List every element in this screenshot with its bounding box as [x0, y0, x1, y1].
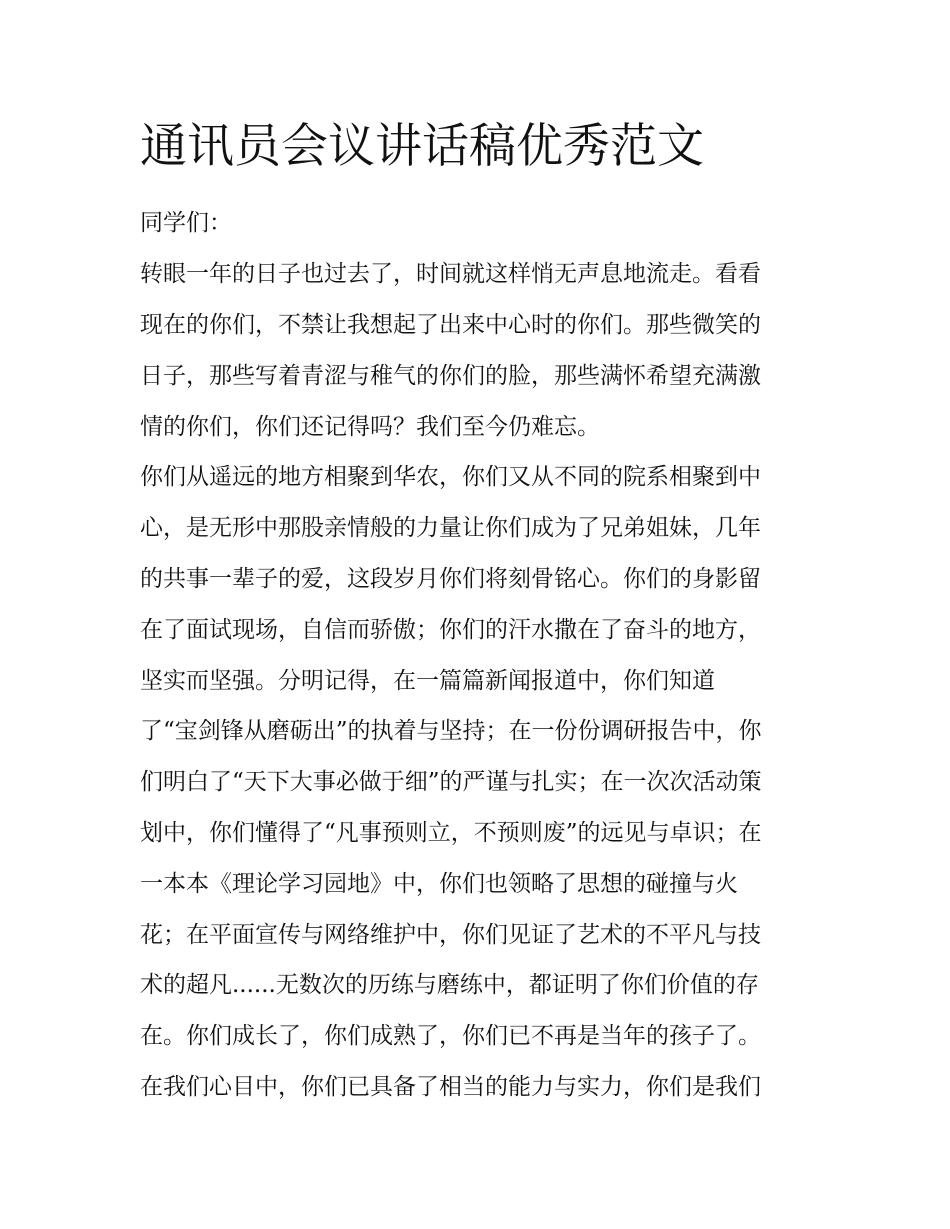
- salutation: 同学们：: [140, 210, 232, 236]
- paragraph-line: 们明白了“天下大事必做于细”的严谨与扎实；在一次次活动策: [140, 769, 762, 795]
- paragraph-line: 在我们心目中，你们已具备了相当的能力与实力，你们是我们: [140, 1074, 761, 1100]
- paragraph-line: 一本本《理论学习园地》中，你们也领略了思想的碰撞与火: [140, 871, 738, 897]
- paragraph-line: 了“宝剑锋从磨砺出”的执着与坚持；在一份份调研报告中，你: [140, 718, 762, 744]
- paragraph-line: 在了面试现场，自信而骄傲；你们的汗水撒在了奋斗的地方，: [140, 617, 761, 643]
- paragraph-line: 花；在平面宣传与网络维护中，你们见证了艺术的不平凡与技: [140, 922, 761, 948]
- paragraph-line: 划中，你们懂得了“凡事预则立，不预则废”的远见与卓识；在: [140, 820, 762, 846]
- paragraph-line: 术的超凡......无数次的历练与磨练中，都证明了你们价值的存: [140, 972, 759, 998]
- paragraph-line: 的共事一辈子的爱，这段岁月你们将刻骨铭心。你们的身影留: [140, 566, 761, 592]
- paragraph-line: 转眼一年的日子也过去了，时间就这样悄无声息地流走。看看: [140, 261, 761, 287]
- paragraph-line: 情的你们，你们还记得吗？我们至今仍难忘。: [140, 414, 600, 440]
- paragraph-line: 现在的你们，不禁让我想起了出来中心时的你们。那些微笑的: [140, 312, 761, 338]
- paragraph-line: 你们从遥远的地方相聚到华农，你们又从不同的院系相聚到中: [140, 464, 761, 490]
- paragraph-line: 坚实而坚强。分明记得，在一篇篇新闻报道中，你们知道: [140, 668, 715, 694]
- paragraph-line: 心，是无形中那股亲情般的力量让你们成为了兄弟姐妹，几年: [140, 515, 761, 541]
- document-title: 通讯员会议讲话稿优秀范文: [140, 119, 704, 174]
- paragraph-line: 日子，那些写着青涩与稚气的你们的脸，那些满怀希望充满激: [140, 363, 761, 389]
- paragraph-line: 在。你们成长了，你们成熟了，你们已不再是当年的孩子了。: [140, 1023, 761, 1049]
